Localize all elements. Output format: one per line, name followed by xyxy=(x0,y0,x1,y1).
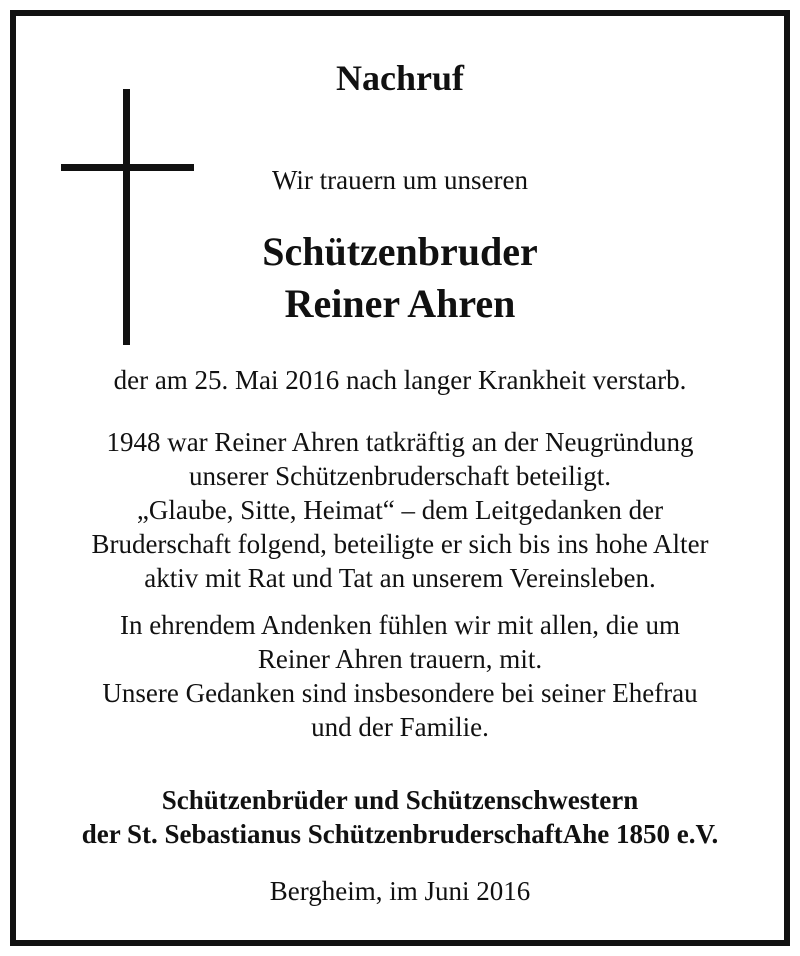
paragraph-line: und der Familie. xyxy=(311,712,489,742)
obituary-title: Nachruf xyxy=(336,58,464,98)
paragraph-line: Bruderschaft folgend, beteiligte er sich bis ins hohe Alter xyxy=(91,529,709,559)
place-and-date: Bergheim, im Juni 2016 xyxy=(269,876,531,906)
deceased-name xyxy=(120,226,680,330)
paragraph-line: „Glaube, Sitte, Heimat“ – dem Leitgedanken der xyxy=(136,495,664,525)
signature-line: der St. Sebastianus SchützenbruderschaftAhe 1850 e.V. xyxy=(81,819,719,849)
signature-block xyxy=(0,783,800,851)
name-line-name: Reiner Ahren xyxy=(284,281,516,326)
death-notice-line: der am 25. Mai 2016 nach langer Krankheit verstarb. xyxy=(113,365,687,395)
intro-text: Wir trauern um unseren xyxy=(271,165,529,195)
paragraph-line: Unsere Gedanken sind insbesondere bei seiner Ehefrau xyxy=(102,678,698,708)
paragraph-history xyxy=(0,425,800,595)
paragraph-line: 1948 war Reiner Ahren tatkräftig an der Neugründung xyxy=(106,427,694,457)
name-line-title: Schützenbruder xyxy=(262,229,538,274)
paragraph-line: Reiner Ahren trauern, mit. xyxy=(257,644,543,674)
paragraph-condolence xyxy=(0,608,800,744)
paragraph-line: unserer Schützenbruderschaft beteiligt. xyxy=(188,461,612,491)
paragraph-line: aktiv mit Rat und Tat an unserem Vereinsleben. xyxy=(144,563,656,593)
paragraph-line: In ehrendem Andenken fühlen wir mit allen, die um xyxy=(119,610,681,640)
signature-line: Schützenbrüder und Schützenschwestern xyxy=(161,785,639,815)
